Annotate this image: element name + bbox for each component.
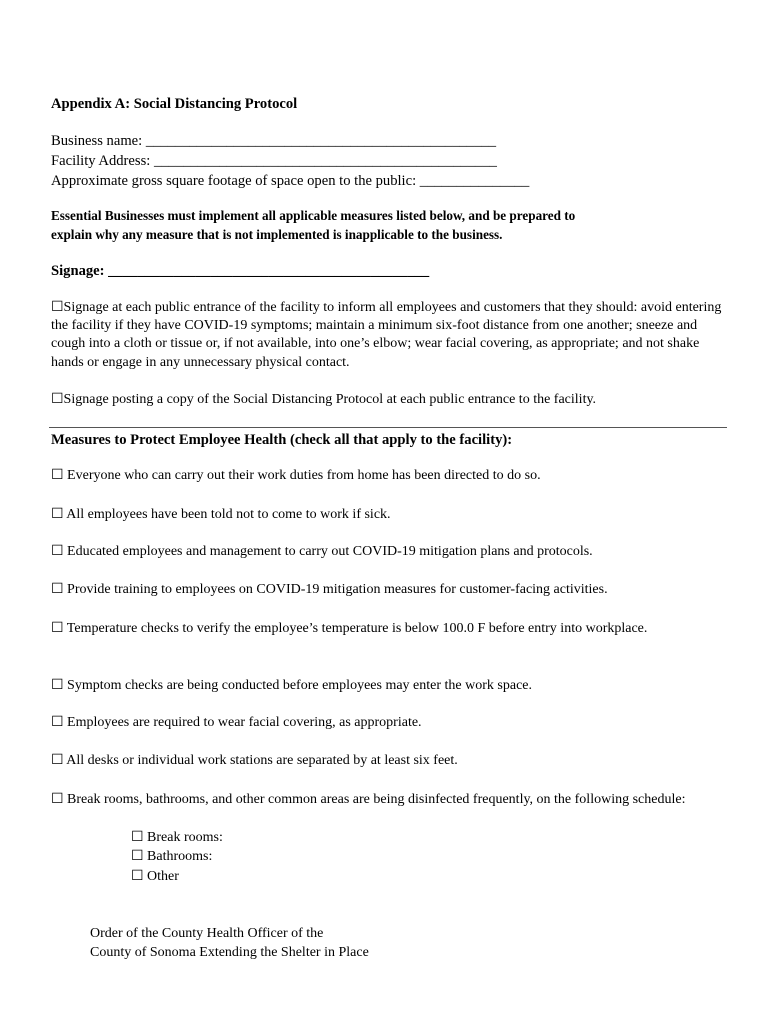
essential-notice-line-2: explain why any measure that is not implemented is inapplicable to the business.: [51, 227, 503, 242]
footer-line-1: Order of the County Health Officer of the: [90, 926, 324, 941]
measure-checkbox-temperature-checks[interactable]: ☐ Temperature checks to verify the employee’s temperature is below 100.0 F before entry into workplace.: [51, 621, 648, 636]
measure-checkbox-sick-employees[interactable]: ☐ All employees have been told not to come to work if sick.: [51, 507, 391, 522]
measure-checkbox-disinfection[interactable]: ☐ Break rooms, bathrooms, and other common areas are being disinfected frequently, on the following schedule:: [51, 792, 686, 807]
measure-checkbox-facial-covering[interactable]: ☐ Employees are required to wear facial covering, as appropriate.: [51, 715, 422, 730]
square-footage-field[interactable]: Approximate gross square footage of space open to the public: _______________: [51, 173, 530, 189]
schedule-checkbox-other[interactable]: ☐ Other: [131, 869, 179, 884]
signage-checkbox-entrance-info[interactable]: ☐Signage at each public entrance of the facility to inform all employees and customers that they should: avoid entering the facility if they have COVID-19 symptoms; maintain a minimum six-foot distance from one another; sneeze and cough into a cloth or tissue or, if not available, into one’s elbow; wear facial covering, as appropriate; and not shake hands or engage in any unnecessary physical contact.: [51, 300, 722, 370]
measure-checkbox-desk-separation[interactable]: ☐ All desks or individual work stations are separated by at least six feet.: [51, 753, 458, 768]
business-name-field[interactable]: Business name: ________________________________________________: [51, 133, 497, 149]
measure-checkbox-work-from-home[interactable]: ☐ Everyone who can carry out their work duties from home has been directed to do so.: [51, 468, 541, 483]
schedule-checkbox-break-rooms[interactable]: ☐ Break rooms:: [131, 830, 223, 845]
footer-line-2: County of Sonoma Extending the Shelter in Place: [90, 945, 369, 960]
essential-notice-line-1: Essential Businesses must implement all applicable measures listed below, and be prepared to: [51, 208, 576, 223]
schedule-checkbox-bathrooms[interactable]: ☐ Bathrooms:: [131, 849, 213, 864]
measure-checkbox-training[interactable]: ☐ Provide training to employees on COVID-19 mitigation measures for customer-facing activities.: [51, 582, 608, 597]
page-title: Appendix A: Social Distancing Protocol: [51, 96, 298, 112]
section-divider: [49, 427, 727, 428]
facility-address-field[interactable]: Facility Address: _______________________________________________: [51, 153, 497, 169]
signage-heading: Signage: ____________________________________________: [51, 263, 430, 279]
signage-checkbox-protocol-copy[interactable]: ☐Signage posting a copy of the Social Distancing Protocol at each public entrance to the facility.: [51, 392, 597, 407]
measure-checkbox-symptom-checks[interactable]: ☐ Symptom checks are being conducted before employees may enter the work space.: [51, 678, 532, 693]
measures-heading: Measures to Protect Employee Health (check all that apply to the facility):: [51, 432, 513, 448]
measure-checkbox-educated-employees[interactable]: ☐ Educated employees and management to carry out COVID-19 mitigation plans and protocols.: [51, 544, 593, 559]
